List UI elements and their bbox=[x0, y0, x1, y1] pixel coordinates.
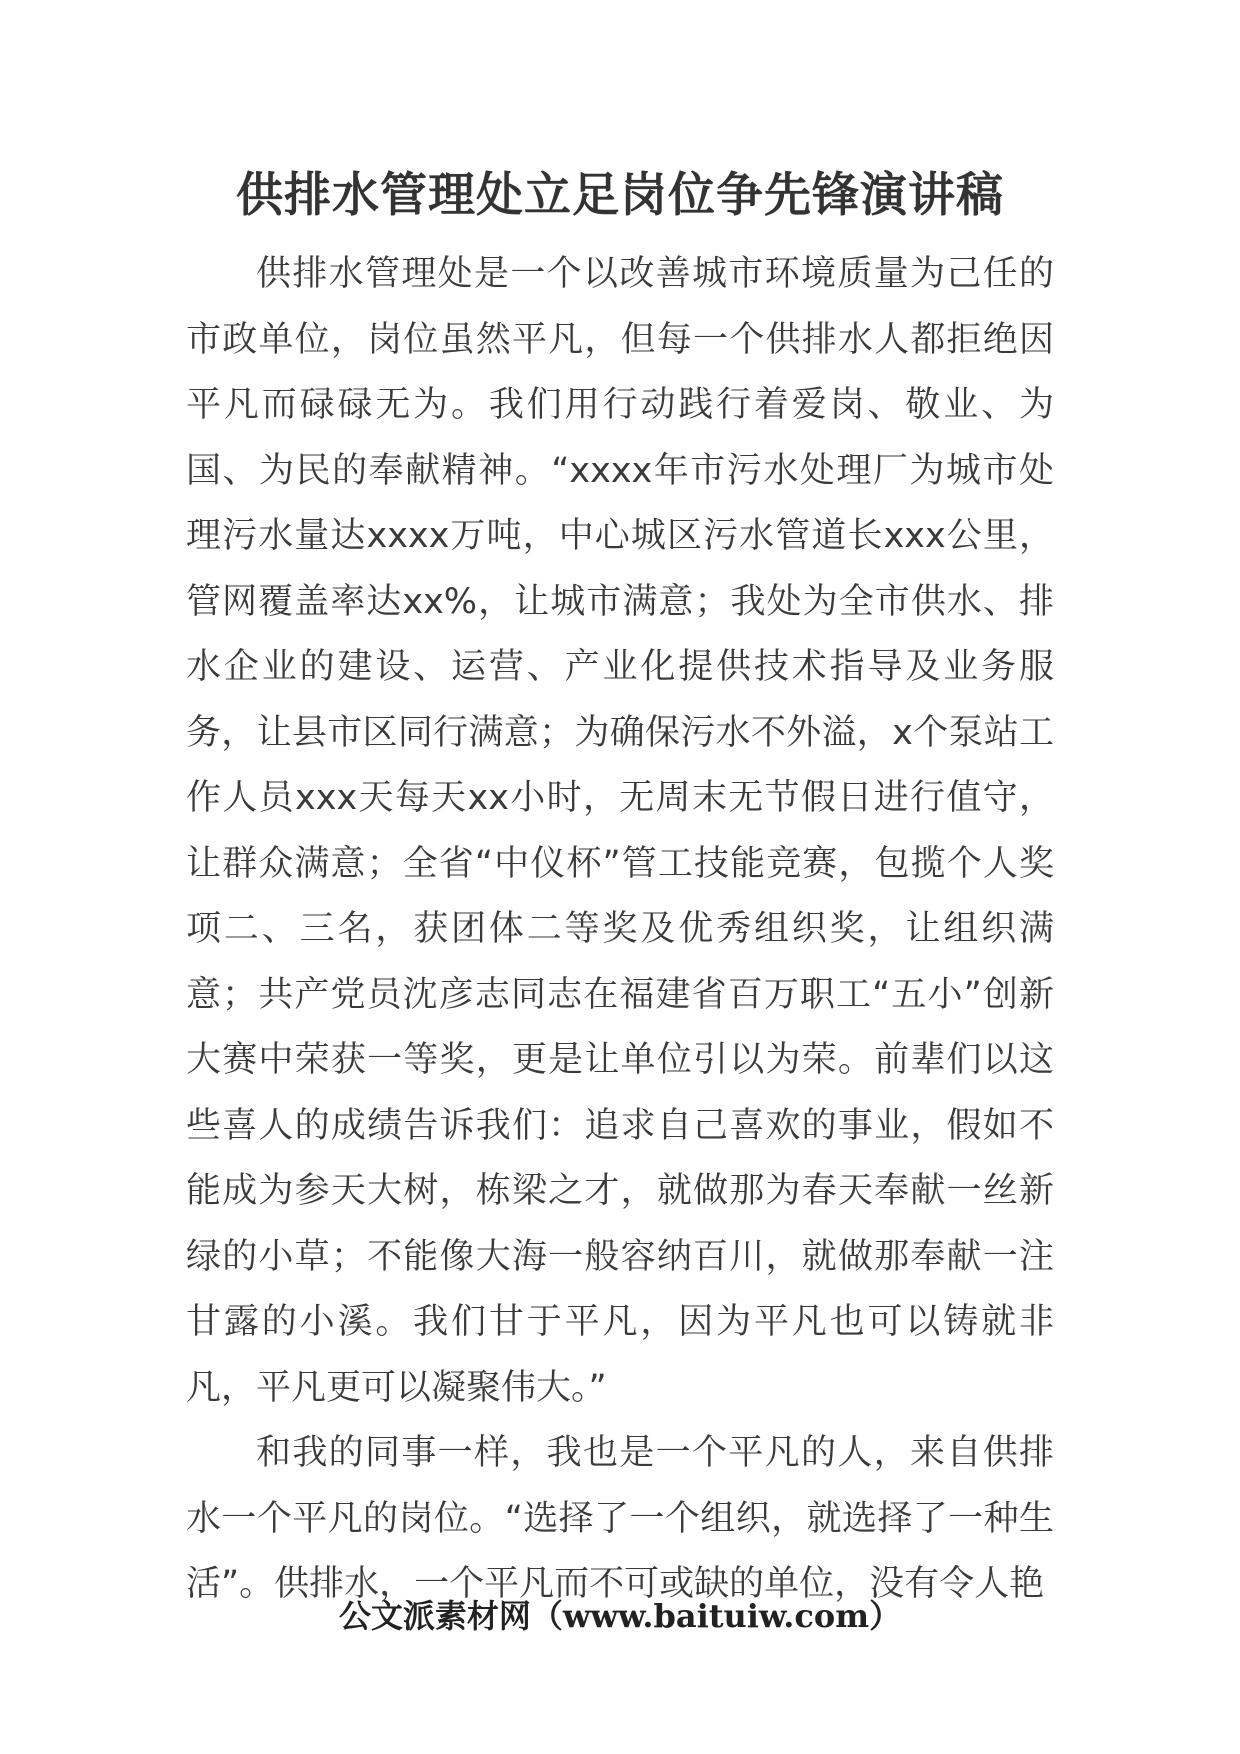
paragraph-2: 和我的同事一样，我也是一个平凡的人，来自供排水一个平凡的岗位。“选择了一个组织，就选择了一种生活”。供排水，一个平凡而不可或缺的单位，没有令人艳 bbox=[186, 1433, 1054, 1604]
document-title: 供排水管理处立足岗位争先锋演讲稿 bbox=[236, 168, 1004, 223]
document-body bbox=[186, 242, 1054, 1618]
footer-watermark: 公文派素材网（www.baituiw.com） bbox=[338, 1597, 902, 1635]
paragraph-1: 供排水管理处是一个以改善城市环境质量为己任的市政单位，岗位虽然平凡，但每一个供排水人都拒绝因平凡而碌碌无为。我们用行动践行着爱岗、敬业、为国、为民的奉献精神。“xxxx年市污水处理厂为城市处理污水量达xxxx万吨，中心城区污水管道长xxx公里，管网覆盖率达xx%，让城市满意；我处为全市供水、排水企业的建设、运营、产业化提供技术指导及业务服务，让县市区同行满意；为确保污水不外溢，x个泵站工作人员xxx天每天xx小时，无周末无节假日进行值守，让群众满意；全省“中仪杯”管工技能竞赛，包揽个人奖项二、三名，获团体二等奖及优秀组织奖，让组织满意；共产党员沈彦志同志在福建省百万职工“五小”创新大赛中荣获一等奖，更是让单位引以为荣。前辈们以这些喜人的成绩告诉我们：追求自己喜欢的事业，假如不能成为参天大树，栋梁之才，就做那为春天奉献一丝新绿的小草；不能像大海一般容纳百川，就做那奉献一注甘露的小溪。我们甘于平凡，因为平凡也可以铸就非凡，平凡更可以凝聚伟大。” bbox=[186, 254, 1054, 1408]
